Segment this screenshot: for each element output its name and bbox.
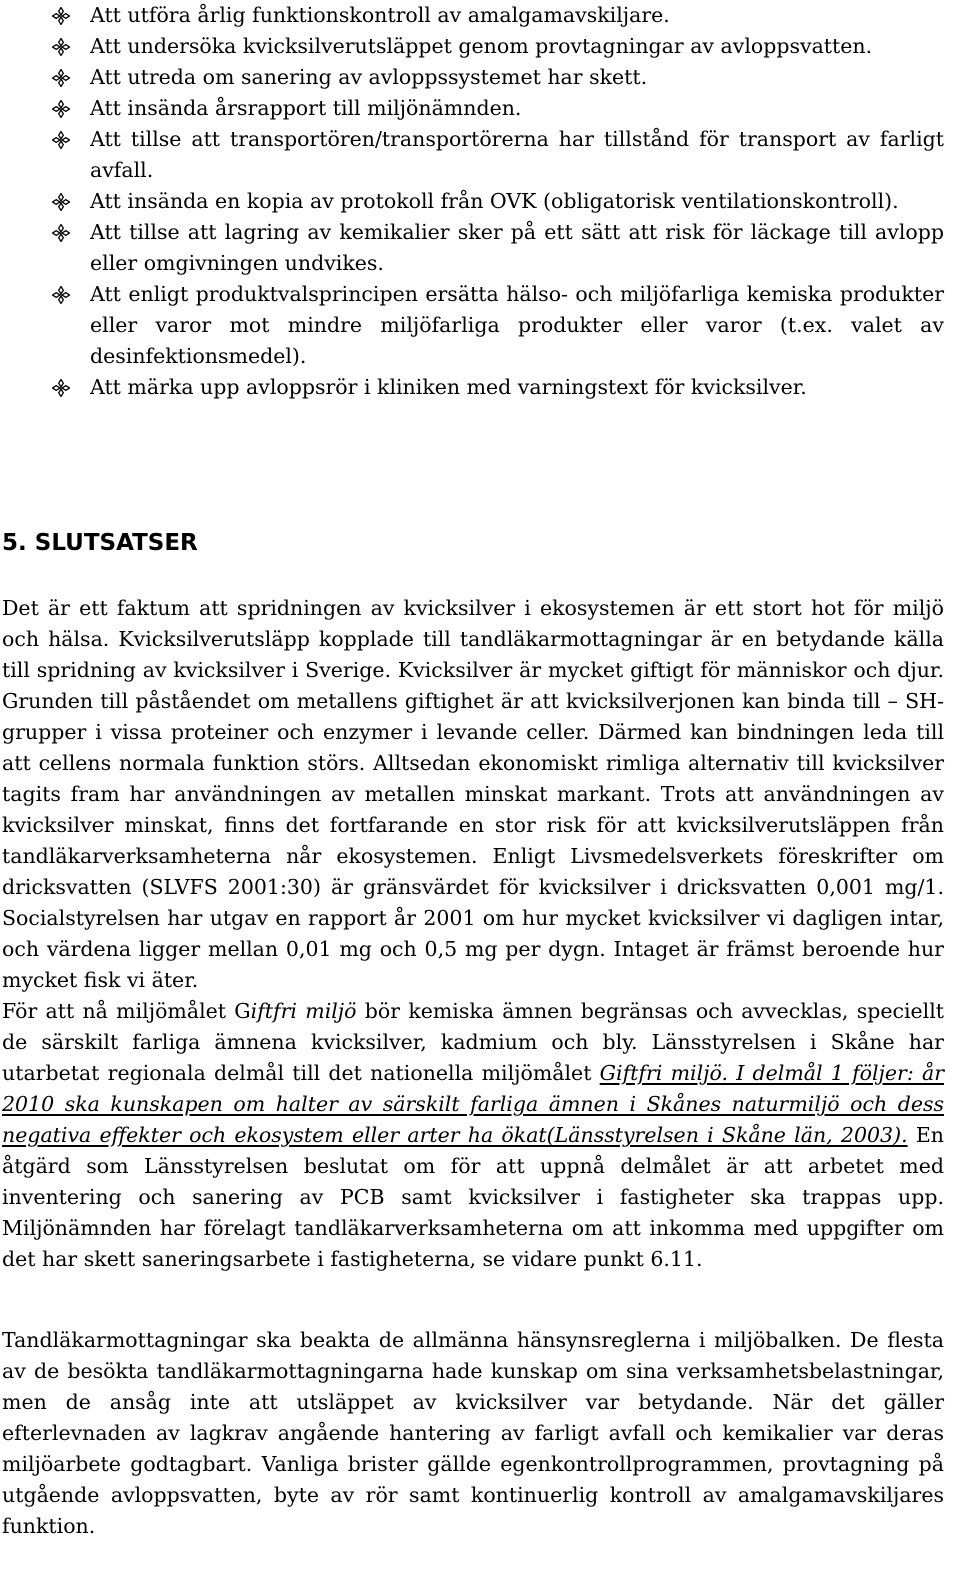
- list-item-text: Att enligt produktvalsprincipen ersätta hälso- och miljöfarliga kemiska produkter eller varor mot mindre miljöfarliga produkter eller varor (t.ex. valet av desinfektionsmedel).: [90, 282, 944, 368]
- list-item-text: Att märka upp avloppsrör i kliniken med varningstext för kvicksilver.: [90, 375, 807, 399]
- four-diamond-star-icon: [52, 7, 70, 25]
- four-diamond-star-icon: [52, 193, 70, 211]
- compliance-paragraph: Tandläkarmottagningar ska beakta de allmänna hänsynsreglerna i miljöbalken. De flesta av de besökta tandläkarmottagningarna hade kunskap om sina verksamhetsbelastningar, men de ansåg inte att utsläppet av kvicksilver var betydande. När det gäller efterlevnaden av lagkrav angående hantering av farligt avfall och kemikalier var deras miljöarbete godtagbart. Vanliga brister gällde egenkontrollprogrammen, provtagning på utgående avloppsvatten, byte av rör samt kontinuerlig kontroll av amalgamavskiljares funktion.: [2, 1328, 944, 1538]
- list-item-text: Att insända årsrapport till miljönämnden.: [90, 96, 522, 120]
- four-diamond-star-icon: [52, 131, 70, 149]
- emphasized-text: Giftfri miljö: [599, 1061, 722, 1085]
- list-item: [52, 372, 944, 403]
- four-diamond-star-icon: [52, 379, 70, 397]
- list-item: [52, 31, 944, 62]
- list-item: [52, 93, 944, 124]
- list-item: [52, 0, 944, 31]
- list-item: [52, 279, 944, 372]
- list-item-text: Att tillse att lagring av kemikalier sker på ett sätt att risk för läckage till avlopp eller omgivningen undvikes.: [90, 220, 944, 275]
- list-item-text: Att utreda om sanering av avloppssystemet har skett.: [90, 65, 648, 89]
- quoted-subgoal: . I delmål 1 följer: år 2010 ska kunskapen om halter av särskilt farliga ämnen i Skånes naturmiljö och dess negativa effekter och ekosystem eller arter ha ökat(Länsstyrelsen i Skåne län, 2003).: [2, 1061, 945, 1147]
- paragraph-text: För att nå miljömålet G: [2, 999, 251, 1023]
- paragraph-text: bör kemiska ämnen begränsas och avvecklas, speciellt de särskilt farliga ämnena kvicksilver, kadmium och bly. Länsstyrelsen i Skåne har utarbetat regionala delmål till det nationella miljömålet: [2, 999, 944, 1085]
- list-item: [52, 217, 944, 279]
- paragraph-text: Det är ett faktum att spridningen av kvicksilver i ekosystemen är ett stort hot för miljö och hälsa. Kvicksilverutsläpp kopplade till tandläkarmottagningar är en betydande källa till spridning av kvicksilver i Sverige. Kvicksilver är mycket giftigt för människor och djur. Grunden till påståendet om metallens giftighet är att kvicksilverjonen kan binda till – SH-grupper i vissa proteiner och enzymer i levande celler. Därmed kan bindningen leda till att cellens normala funktion störs. Alltsedan ekonomiskt rimliga alternativ till kvicksilver tagits fram har användningen av metallen minskat markant. Trots att användningen av kvicksilver minskat, finns det fortfarande en stor risk för att kvicksilverutsläppen från tandläkarverksamheterna når ekosystemen. Enligt Livsmedelsverkets föreskrifter om dricksvatten (SLVFS 2001:30) är gränsvärdet för kvicksilver i dricksvatten 0,001 mg/1. Socialstyrelsen har utgav en rapport år 2001 om hur mycket kvicksilver vi dagligen intar, och värdena ligger mellan 0,01 mg och 0,5 mg per dygn. Intaget är främst beroende hur mycket fisk vi äter.: [2, 596, 944, 992]
- four-diamond-star-icon: [52, 69, 70, 87]
- list-item-text: Att undersöka kvicksilverutsläppet genom provtagningar av avloppsvatten.: [90, 34, 873, 58]
- four-diamond-star-icon: [52, 100, 70, 118]
- conclusions-paragraph: [2, 593, 944, 1275]
- list-item: [52, 124, 944, 186]
- list-item: [52, 62, 944, 93]
- section-heading: 5. SLUTSATSER: [2, 530, 198, 556]
- requirements-list: [52, 0, 944, 403]
- list-item-text: Att tillse att transportören/transportörerna har tillstånd för transport av farligt avfall.: [90, 127, 944, 182]
- four-diamond-star-icon: [52, 38, 70, 56]
- four-diamond-star-icon: [52, 224, 70, 242]
- list-item: [52, 186, 944, 217]
- four-diamond-star-icon: [52, 286, 70, 304]
- paragraph-text: En åtgärd som Länsstyrelsen beslutat om för att uppnå delmålet är att arbetet med inventering och sanering av PCB samt kvicksilver i fastigheter ska trappas upp. Miljönämnden har förelagt tandläkarverksamheterna om att inkomma med uppgifter om det har skett saneringsarbete i fastigheterna, se vidare punkt 6.11.: [2, 1123, 944, 1271]
- list-item-text: Att utföra årlig funktionskontroll av amalgamavskiljare.: [90, 3, 670, 27]
- emphasized-text: iftfri miljö: [250, 999, 357, 1023]
- list-item-text: Att insända en kopia av protokoll från OVK (obligatorisk ventilationskontroll).: [90, 189, 899, 213]
